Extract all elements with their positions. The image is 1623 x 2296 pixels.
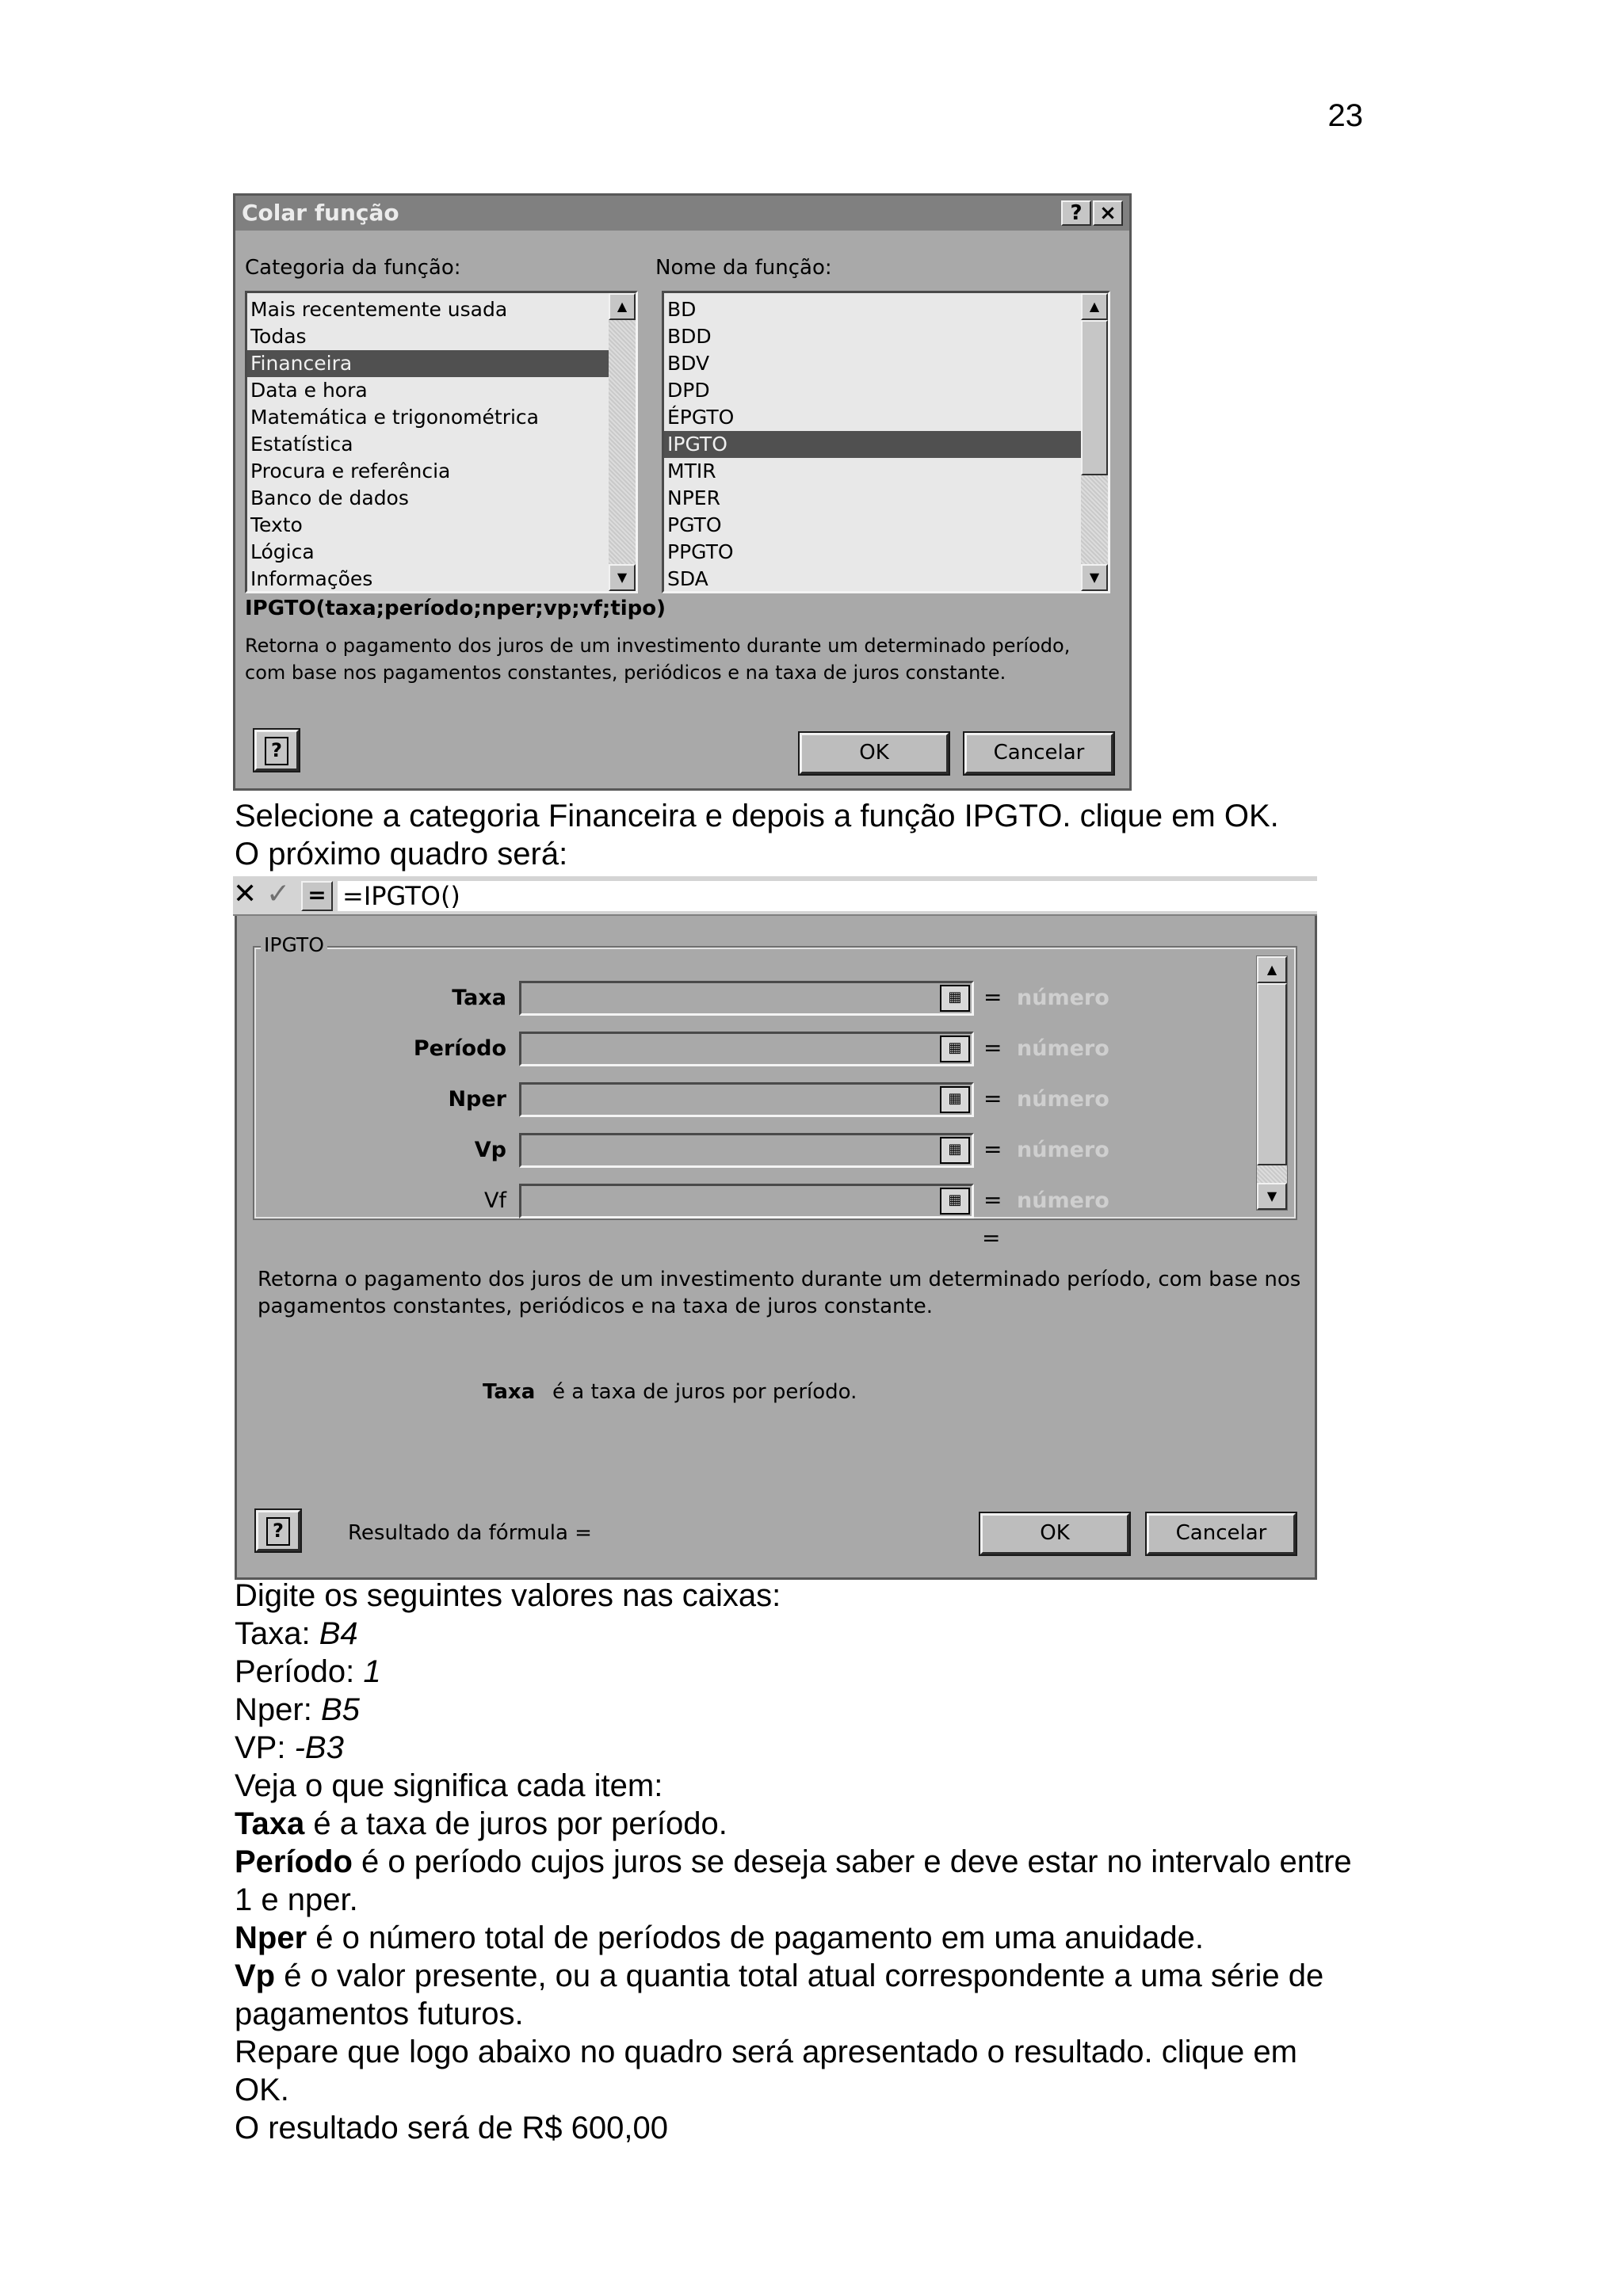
function-item[interactable]: BDV bbox=[667, 352, 710, 375]
argument-label: Período bbox=[413, 1036, 506, 1061]
dialog-title: Colar função bbox=[242, 200, 399, 226]
cancel-button[interactable]: Cancelar bbox=[1147, 1513, 1296, 1554]
value-entry: 1 bbox=[363, 1654, 381, 1689]
argument-type-hint: número bbox=[1017, 1087, 1109, 1112]
category-item[interactable]: Mais recentemente usada bbox=[250, 298, 508, 321]
function-item[interactable]: BD bbox=[667, 298, 697, 321]
help-icon: ? bbox=[265, 737, 288, 765]
definition-term: Período bbox=[235, 1844, 353, 1879]
help-button[interactable] bbox=[1061, 200, 1091, 226]
value-line bbox=[235, 1653, 381, 1691]
category-item[interactable]: Todas bbox=[250, 325, 307, 348]
collapse-dialog-icon[interactable]: ▦ bbox=[940, 985, 970, 1012]
instruction-line-2: O próximo quadro será: bbox=[235, 837, 568, 871]
function-item[interactable]: PPGTO bbox=[667, 540, 734, 563]
argument-equals: = bbox=[983, 984, 1002, 1010]
category-item[interactable]: Matemática e trigonométrica bbox=[250, 406, 539, 429]
argument-type-hint: número bbox=[1017, 1138, 1109, 1162]
result-text: O resultado será de R$ 600,00 bbox=[235, 2111, 669, 2145]
value-line bbox=[235, 1729, 344, 1767]
function-item[interactable]: MTIR bbox=[667, 460, 716, 482]
definition-term: Nper bbox=[235, 1920, 307, 1955]
collapse-dialog-icon[interactable]: ▦ bbox=[940, 1137, 970, 1164]
values-intro: Digite os seguintes valores nas caixas: bbox=[235, 1578, 781, 1613]
function-description-line1: Retorna o pagamento dos juros de um investimento durante um determinado período, com base nos bbox=[258, 1268, 1301, 1291]
category-item[interactable]: Data e hora bbox=[250, 379, 368, 402]
definition-term: Vp bbox=[235, 1958, 276, 1993]
help-icon: ? bbox=[1070, 201, 1083, 225]
definition-line bbox=[235, 1843, 1352, 1881]
help-icon: ? bbox=[266, 1517, 290, 1546]
definition-continuation: pagamentos futuros. bbox=[235, 1997, 524, 2031]
instruction-line-1: Selecione a categoria Financeira e depois a função IPGTO. clique em OK. bbox=[235, 799, 1279, 833]
argument-label: Taxa bbox=[452, 986, 506, 1010]
definition-text: é o número total de períodos de pagamento em uma anuidade. bbox=[315, 1920, 1205, 1955]
function-item[interactable]: BDD bbox=[667, 325, 712, 348]
argument-name: Taxa bbox=[483, 1380, 536, 1404]
scroll-down-icon[interactable]: ▼ bbox=[1081, 564, 1108, 591]
scroll-up-icon[interactable]: ▲ bbox=[609, 293, 636, 320]
function-arguments-dialog bbox=[235, 916, 1317, 1580]
definition-text: é a taxa de juros por período. bbox=[313, 1806, 727, 1841]
argument-equals: = bbox=[983, 1136, 1002, 1162]
definition-continuation: 1 e nper. bbox=[235, 1882, 358, 1917]
category-item[interactable]: Lógica bbox=[250, 540, 315, 563]
meaning-intro: Veja o que significa cada item: bbox=[235, 1768, 663, 1803]
result-equals: = bbox=[982, 1225, 1001, 1251]
value-label: Taxa: bbox=[235, 1616, 311, 1651]
group-title: IPGTO bbox=[261, 933, 327, 956]
office-assistant-button[interactable] bbox=[254, 730, 299, 771]
arguments-scrollbar[interactable] bbox=[1256, 955, 1288, 1211]
value-label: VP: bbox=[235, 1730, 286, 1765]
collapse-dialog-icon[interactable]: ▦ bbox=[940, 1035, 970, 1062]
ok-button[interactable]: OK bbox=[800, 733, 949, 774]
edit-formula-button[interactable]: = bbox=[301, 881, 333, 911]
function-description-line1: Retorna o pagamento dos juros de um investimento durante um determinado período, bbox=[245, 635, 1071, 657]
argument-equals: = bbox=[983, 1187, 1002, 1213]
function-item[interactable]: ÉPGTO bbox=[667, 406, 735, 429]
formula-result-label: Resultado da fórmula = bbox=[348, 1521, 592, 1545]
ok-button[interactable]: OK bbox=[980, 1513, 1129, 1554]
formula-input[interactable]: =IPGTO() bbox=[338, 881, 1317, 911]
collapse-dialog-icon[interactable]: ▦ bbox=[940, 1086, 970, 1113]
dialog-titlebar bbox=[235, 196, 1129, 231]
note-line-2: OK. bbox=[235, 2073, 289, 2107]
argument-input[interactable] bbox=[519, 981, 974, 1016]
scroll-thumb[interactable] bbox=[1257, 983, 1287, 1165]
argument-equals: = bbox=[983, 1085, 1002, 1112]
function-syntax: IPGTO(taxa;período;nper;vp;vf;tipo) bbox=[245, 597, 666, 620]
definition-line bbox=[235, 1805, 727, 1843]
argument-type-hint: número bbox=[1017, 1188, 1109, 1213]
argument-input[interactable] bbox=[519, 1184, 974, 1219]
cancel-button[interactable]: Cancelar bbox=[964, 733, 1113, 774]
argument-type-hint: número bbox=[1017, 1036, 1109, 1061]
close-button[interactable] bbox=[1093, 200, 1123, 226]
value-label: Nper: bbox=[235, 1692, 312, 1727]
collapse-dialog-icon[interactable]: ▦ bbox=[940, 1188, 970, 1215]
category-scrollbar[interactable] bbox=[609, 293, 636, 591]
argument-input[interactable] bbox=[519, 1082, 974, 1117]
scroll-down-icon[interactable]: ▼ bbox=[1257, 1183, 1287, 1210]
definition-term: Taxa bbox=[235, 1806, 305, 1841]
category-listbox[interactable] bbox=[245, 291, 638, 593]
definition-line bbox=[235, 1957, 1323, 1995]
scroll-up-icon[interactable]: ▲ bbox=[1081, 293, 1108, 320]
function-description-line2: pagamentos constantes, periódicos e na taxa de juros constante. bbox=[258, 1295, 933, 1318]
note-line-1: Repare que logo abaixo no quadro será apresentado o resultado. clique em bbox=[235, 2035, 1297, 2069]
category-item[interactable]: Texto bbox=[250, 513, 303, 536]
formula-bar bbox=[233, 876, 1317, 916]
function-item[interactable]: DPD bbox=[667, 379, 710, 402]
definition-text: é o valor presente, ou a quantia total atual correspondente a uma série de bbox=[284, 1958, 1324, 1993]
category-item[interactable]: Estatística bbox=[250, 433, 353, 456]
value-entry: B4 bbox=[319, 1616, 358, 1651]
argument-input[interactable] bbox=[519, 1032, 974, 1066]
value-entry: B5 bbox=[320, 1692, 360, 1727]
argument-label: Vf bbox=[484, 1188, 506, 1213]
function-description-line2: com base nos pagamentos constantes, periódicos e na taxa de juros constante. bbox=[245, 662, 1006, 684]
close-icon: × bbox=[1099, 201, 1117, 225]
function-item[interactable]: IPGTO bbox=[664, 431, 1081, 458]
argument-type-hint: número bbox=[1017, 986, 1109, 1010]
value-entry: -B3 bbox=[294, 1730, 344, 1765]
category-label: Categoria da função: bbox=[245, 256, 461, 280]
argument-equals: = bbox=[983, 1035, 1002, 1061]
function-item[interactable]: SDA bbox=[667, 567, 708, 590]
argument-description: é a taxa de juros por período. bbox=[552, 1380, 857, 1404]
function-listbox[interactable] bbox=[662, 291, 1110, 593]
scroll-thumb[interactable] bbox=[1081, 320, 1108, 475]
category-item[interactable]: Banco de dados bbox=[250, 486, 409, 509]
value-line bbox=[235, 1615, 358, 1653]
argument-label: Nper bbox=[448, 1087, 506, 1112]
check-icon[interactable]: ✓ bbox=[266, 878, 291, 910]
scroll-up-icon[interactable]: ▲ bbox=[1257, 956, 1287, 983]
argument-input[interactable] bbox=[519, 1133, 974, 1168]
function-name-label: Nome da função: bbox=[655, 256, 832, 280]
function-item[interactable]: NPER bbox=[667, 486, 720, 509]
value-line bbox=[235, 1691, 360, 1729]
definition-line bbox=[235, 1919, 1204, 1957]
page-number: 23 bbox=[1327, 98, 1363, 133]
category-item[interactable]: Financeira bbox=[247, 350, 609, 377]
definition-text: é o período cujos juros se deseja saber e deve estar no intervalo entre bbox=[361, 1844, 1352, 1879]
office-assistant-button[interactable] bbox=[256, 1510, 300, 1551]
function-item[interactable]: PGTO bbox=[667, 513, 722, 536]
category-item[interactable]: Procura e referência bbox=[250, 460, 451, 482]
argument-label: Vp bbox=[474, 1138, 506, 1162]
value-label: Período: bbox=[235, 1654, 355, 1689]
scroll-down-icon[interactable]: ▼ bbox=[609, 564, 636, 591]
paste-function-dialog bbox=[233, 193, 1132, 791]
function-scrollbar[interactable] bbox=[1081, 293, 1108, 591]
cancel-icon[interactable]: ✕ bbox=[233, 878, 258, 910]
category-item[interactable]: Informações bbox=[250, 567, 373, 590]
